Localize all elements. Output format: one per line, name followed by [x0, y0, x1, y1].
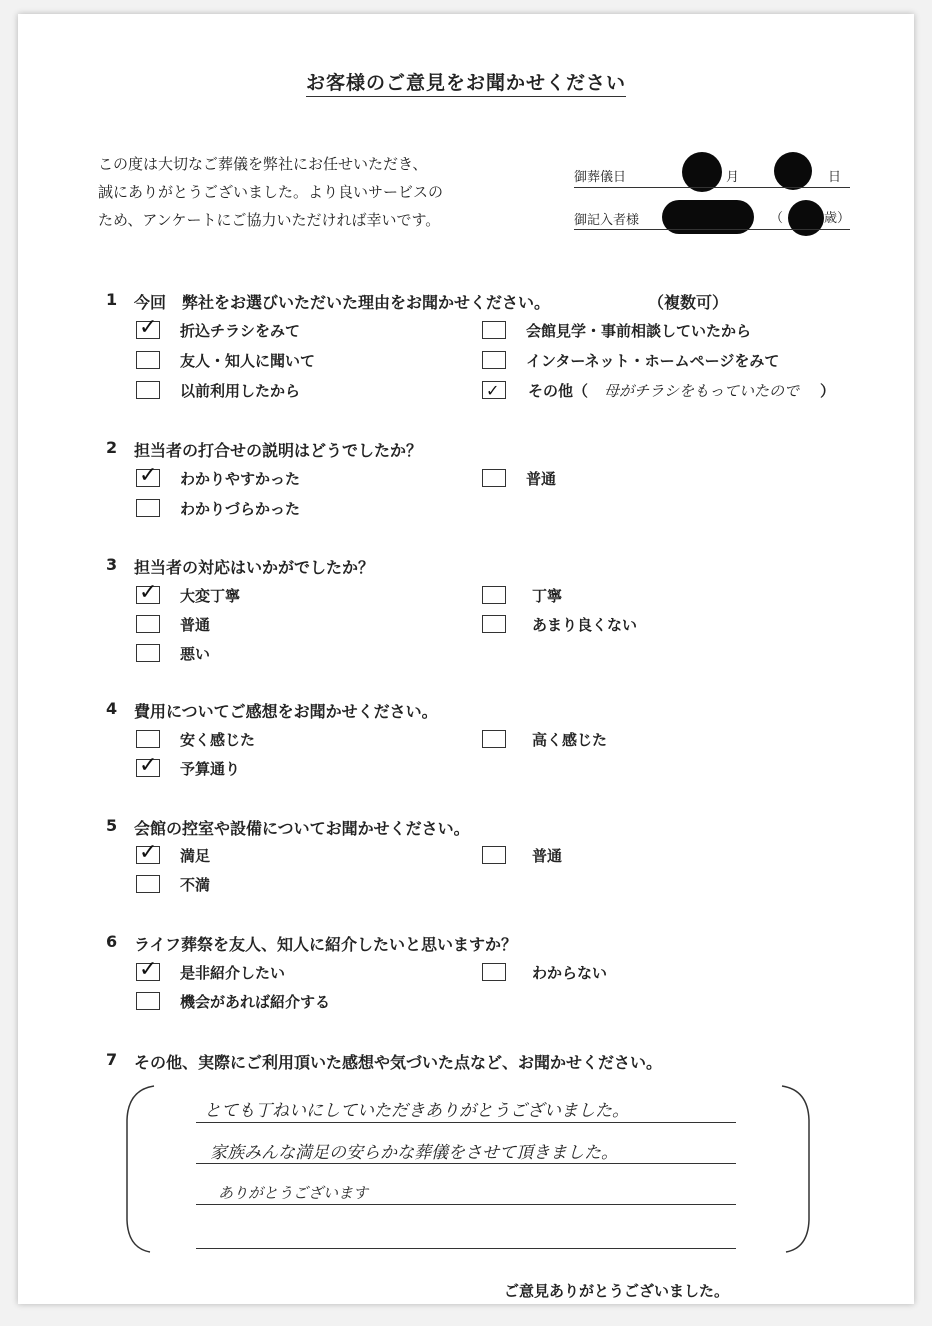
question-1-number: 1 — [106, 290, 118, 309]
checkbox[interactable] — [136, 615, 160, 633]
checkbox[interactable] — [136, 992, 160, 1010]
survey-sheet — [18, 14, 914, 1304]
funeral-date-label: 御葬儀日 — [574, 170, 627, 185]
comment-rule — [196, 1163, 736, 1164]
option-label: 友人・知人に聞いて — [180, 352, 316, 370]
recorder-label: 御記入者様 — [574, 213, 640, 228]
checkbox[interactable] — [482, 469, 506, 487]
age-open: （ — [770, 211, 784, 226]
check-mark-icon: ✓ — [139, 753, 158, 778]
option-label: わからない — [532, 964, 608, 982]
redaction-blot — [774, 152, 812, 190]
option-label: 満足 — [180, 847, 211, 865]
checkbox[interactable] — [136, 730, 160, 748]
day-label: 日 — [828, 170, 842, 185]
option-label: わかりづらかった — [180, 500, 301, 518]
comment-line-1: とても丁ねいにしていただきありがとうございました。 — [204, 1101, 629, 1121]
comment-rule — [196, 1248, 736, 1249]
comment-line-2: 家族みんな満足の安らかな葬儀をさせて頂きました。 — [210, 1143, 618, 1163]
checkbox[interactable] — [482, 321, 506, 339]
option-label: その他（ — [528, 382, 589, 400]
option-label: 丁寧 — [532, 587, 563, 605]
comment-rule — [196, 1204, 736, 1205]
question-1-note: （複数可） — [648, 293, 729, 312]
check-mark-icon: ✓ — [139, 957, 158, 982]
question-4-title: 費用についてご感想をお聞かせください。 — [134, 702, 438, 721]
option-close-paren: ） — [820, 382, 836, 400]
check-mark-icon: ✓ — [486, 381, 500, 400]
intro-line: この度は大切なご葬儀を弊社にお任せいただき、 — [98, 155, 428, 173]
option-label: 不満 — [180, 876, 211, 894]
option-label: あまり良くない — [532, 616, 638, 634]
question-5-title: 会館の控室や設備についてお聞かせください。 — [134, 819, 470, 838]
intro-line: ため、アンケートにご協力いただければ幸いです。 — [98, 211, 441, 229]
redaction-blot — [788, 200, 824, 236]
checkbox[interactable] — [482, 586, 506, 604]
comment-rule — [196, 1122, 736, 1123]
handwritten-other-reason: 母がチラシをもっていたので — [604, 382, 800, 400]
option-label: インターネット・ホームページをみて — [526, 352, 780, 370]
option-label: 会館見学・事前相談していたから — [526, 322, 752, 340]
question-6-title: ライフ葬祭を友人、知人に紹介したいと思いますか？ — [134, 935, 518, 954]
page-title: お客様のご意見をお聞かせください — [18, 68, 914, 95]
intro-text — [98, 150, 443, 234]
checkbox[interactable] — [482, 846, 506, 864]
checkbox[interactable] — [136, 351, 160, 369]
question-6-number: 6 — [106, 932, 118, 951]
age-label: 歳） — [824, 211, 851, 226]
checkbox[interactable] — [136, 381, 160, 399]
checkbox[interactable] — [136, 875, 160, 893]
option-label: わかりやすかった — [180, 470, 301, 488]
option-label: 折込チラシをみて — [180, 322, 301, 340]
option-label: 普通 — [526, 470, 557, 488]
option-label: 悪い — [180, 645, 211, 663]
check-mark-icon: ✓ — [139, 840, 158, 865]
redaction-blot — [682, 152, 722, 192]
checkbox[interactable] — [482, 351, 506, 369]
question-7-number: 7 — [106, 1050, 118, 1069]
footer-thanks: ご意見ありがとうございました。 — [504, 1282, 730, 1300]
option-label: 以前利用したから — [180, 382, 301, 400]
comment-line-3: ありがとうございます — [218, 1184, 369, 1202]
check-mark-icon: ✓ — [139, 580, 158, 605]
option-label: 安く感じた — [180, 731, 256, 749]
question-2-title: 担当者の打合せの説明はどうでしたか？ — [134, 441, 423, 460]
intro-line: 誠にありがとうございました。より良いサービスの — [98, 183, 444, 201]
question-3-title: 担当者の対応はいかがでしたか？ — [134, 558, 375, 577]
option-label: 普通 — [532, 847, 563, 865]
check-mark-icon: ✓ — [139, 315, 158, 340]
recorder-underline — [574, 229, 850, 230]
option-label: 予算通り — [180, 760, 241, 778]
question-5-number: 5 — [106, 816, 118, 835]
month-label: 月 — [726, 170, 740, 185]
checkbox[interactable] — [482, 963, 506, 981]
option-label: 機会があれば紹介する — [180, 993, 331, 1011]
checkbox[interactable] — [136, 644, 160, 662]
question-2-number: 2 — [106, 438, 118, 457]
option-label: 是非紹介したい — [180, 964, 286, 982]
question-4-number: 4 — [106, 699, 118, 718]
question-1-title: 今回 弊社をお選びいただいた理由をお聞かせください。 — [134, 293, 551, 312]
option-label: 普通 — [180, 616, 211, 634]
date-underline — [574, 187, 850, 188]
check-mark-icon: ✓ — [139, 463, 158, 488]
question-3-number: 3 — [106, 555, 118, 574]
checkbox[interactable] — [482, 730, 506, 748]
question-7-title: その他、実際にご利用頂いた感想や気づいた点など、お聞かせください。 — [134, 1053, 663, 1072]
checkbox[interactable] — [482, 615, 506, 633]
option-label: 大変丁寧 — [180, 587, 241, 605]
option-label: 高く感じた — [532, 731, 608, 749]
checkbox[interactable] — [136, 499, 160, 517]
